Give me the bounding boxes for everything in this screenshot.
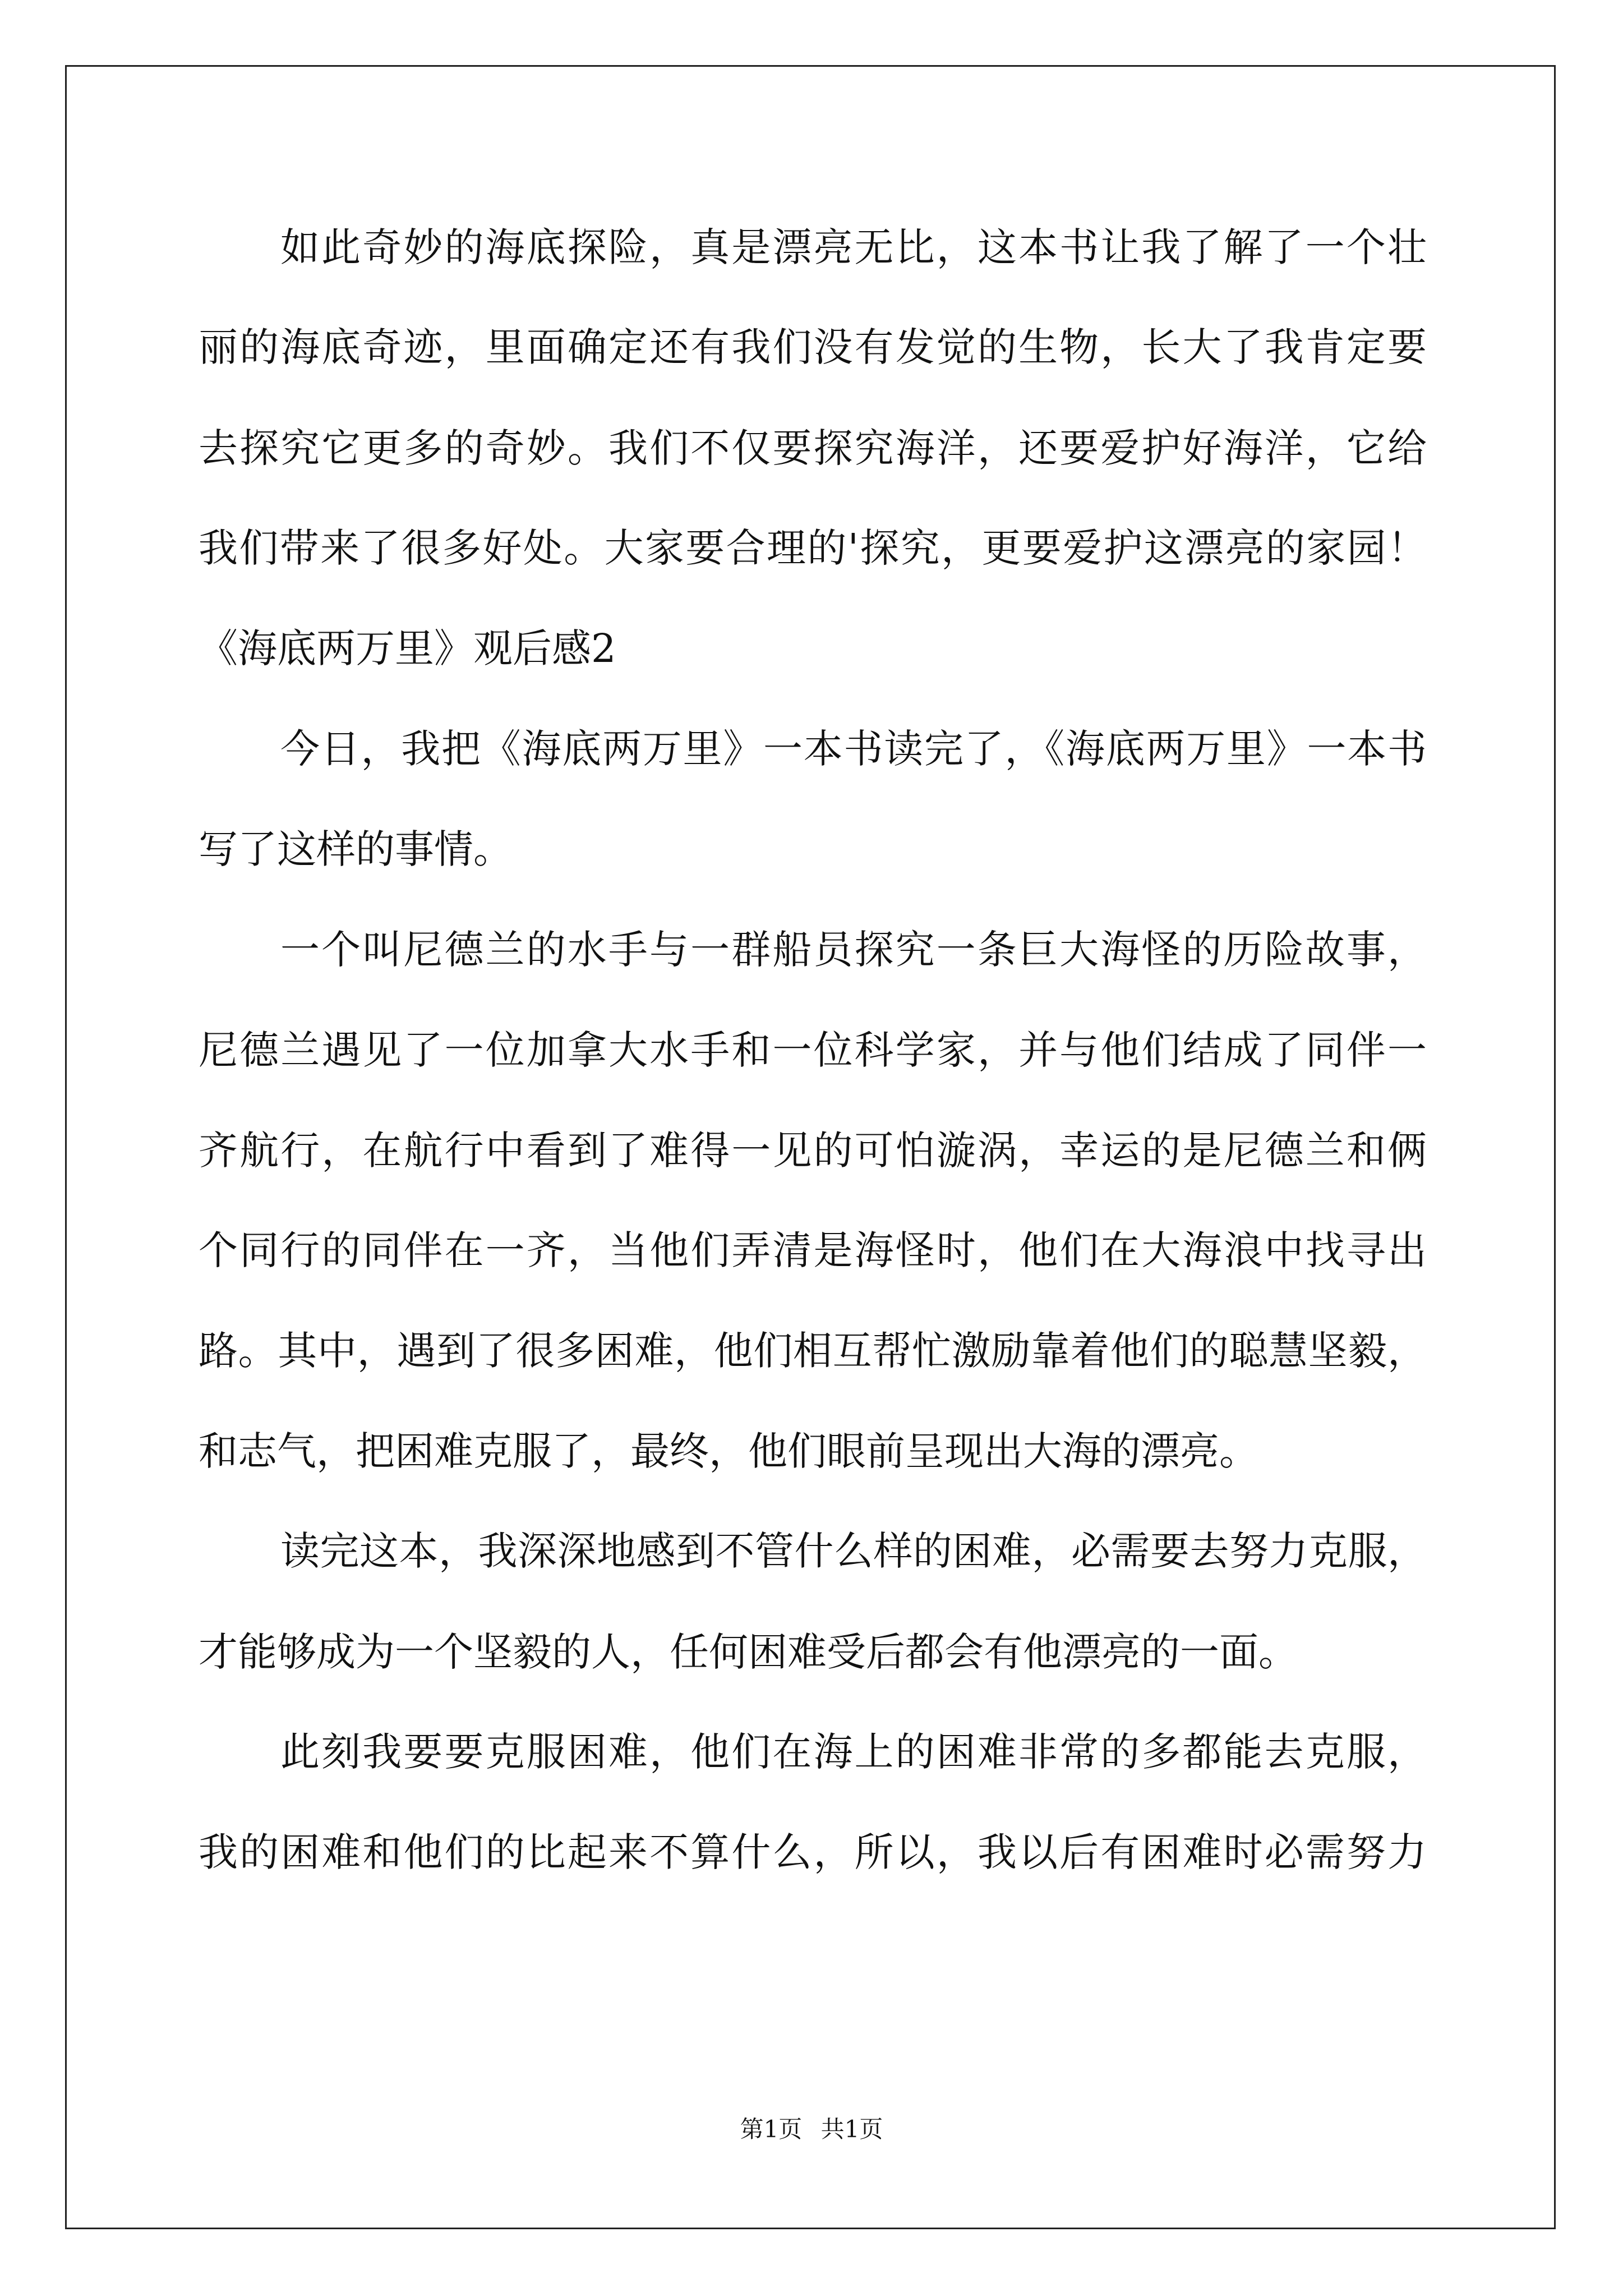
paragraph-line: 齐航行，在航行中看到了难得一见的可怕漩涡，幸运的是尼德兰和俩 [199,1128,1427,1174]
section-heading: 《海底两万里》观后感2 [199,625,616,671]
paragraph-line: 一个叫尼德兰的水手与一群船员探究一条巨大海怪的历险故事， [280,927,1427,973]
paragraph-line: 才能够成为一个坚毅的人，任何困难受后都会有他漂亮的一面。 [199,1629,1298,1675]
paragraph-line: 尼德兰遇见了一位加拿大水手和一位科学家，并与他们结成了同伴一 [199,1027,1427,1073]
page-number-total: 共1页 [820,2115,883,2143]
page-footer [0,2114,1623,2145]
paragraph-line: 和志气，把困难克服了，最终，他们眼前呈现出大海的漂亮。 [199,1428,1258,1474]
paragraph-line: 路。其中，遇到了很多困难，他们相互帮忙激励靠着他们的聪慧坚毅， [199,1328,1427,1374]
paragraph-line: 此刻我要要克服困难，他们在海上的困难非常的多都能去克服， [280,1729,1427,1775]
paragraph-line: 写了这样的事情。 [199,826,513,872]
paragraph-line: 去探究它更多的奇妙。我们不仅要探究海洋，还要爱护好海洋，它给 [199,425,1427,471]
page-number-current: 第1页 [740,2115,803,2143]
paragraph-line: 今日，我把《海底两万里》一本书读完了，《海底两万里》一本书 [280,726,1427,772]
paragraph-line: 个同行的同伴在一齐，当他们弄清是海怪时，他们在大海浪中找寻出 [199,1227,1427,1273]
paragraph-line: 读完这本，我深深地感到不管什么样的困难，必需要去努力克服， [280,1528,1427,1574]
paragraph-line: 丽的海底奇迹，里面确定还有我们没有发觉的生物，长大了我肯定要 [199,324,1427,370]
paragraph-line: 如此奇妙的海底探险，真是漂亮无比，这本书让我了解了一个壮 [280,224,1427,270]
paragraph-line: 我们带来了很多好处。大家要合理的'探究，更要爱护这漂亮的家园！ [199,525,1427,571]
paragraph-line: 我的困难和他们的比起来不算什么，所以，我以后有困难时必需努力 [199,1829,1427,1875]
